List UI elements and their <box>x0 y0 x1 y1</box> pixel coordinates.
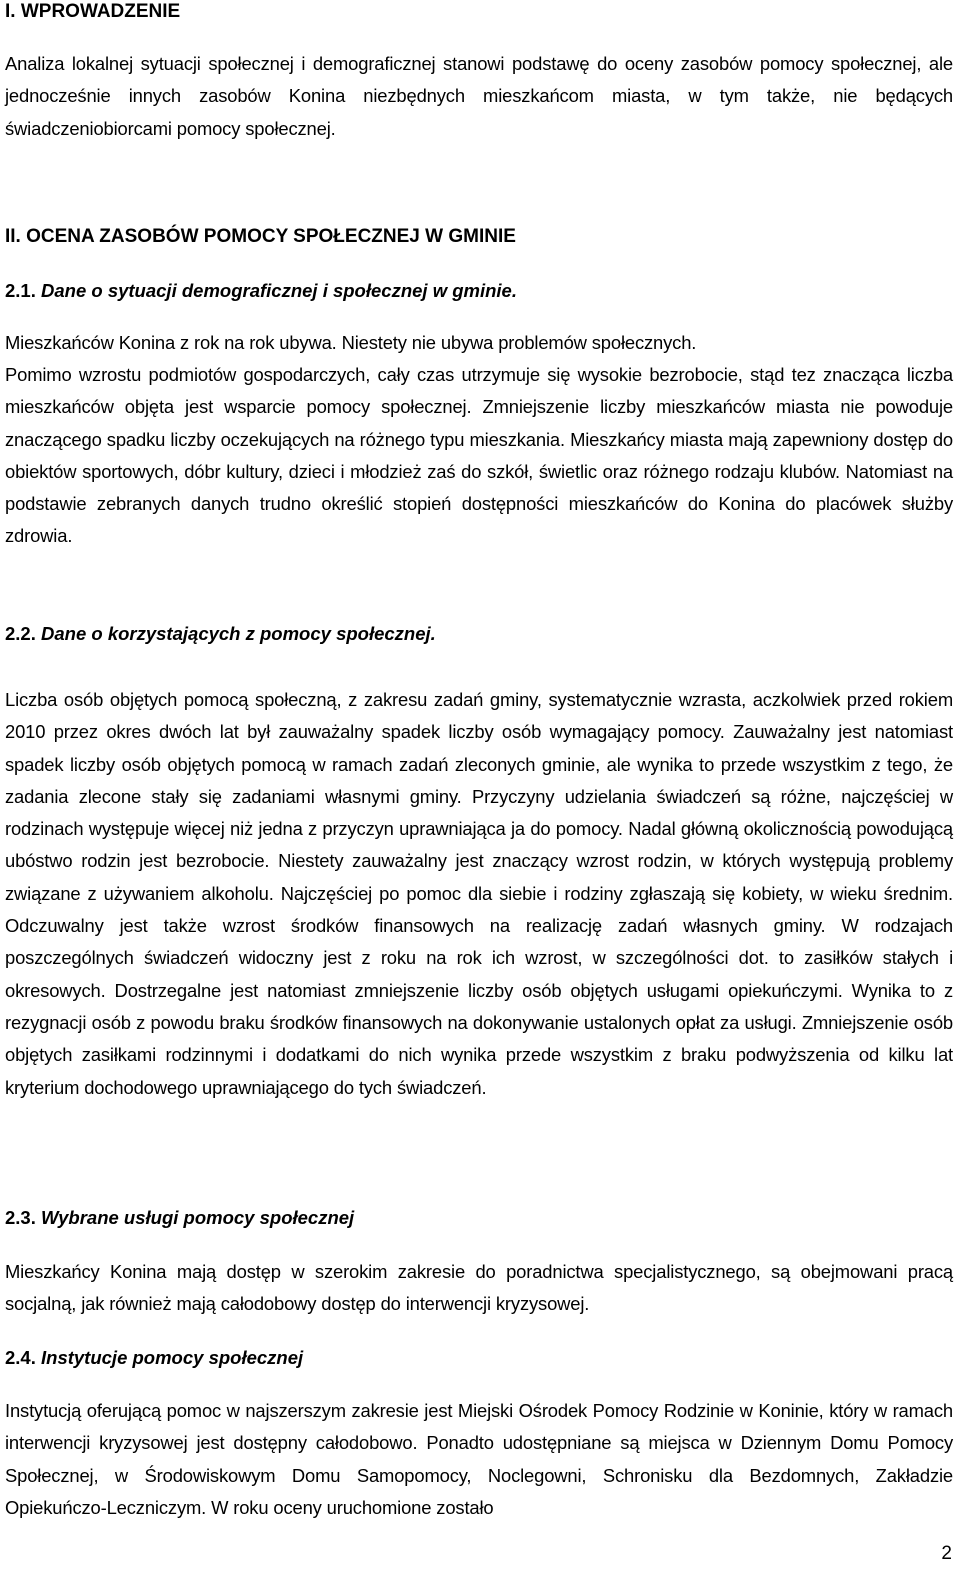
paragraph-section-2-1-lead: Mieszkańców Konina z rok na rok ubywa. Niestety nie ubywa problemów społecznych. <box>5 332 697 353</box>
paragraph-section-2-3: Mieszkańcy Konina mają dostęp w szerokim zakresie do poradnictwa specjalistycznego, są obejmowani pracą socjalną, jak również mają całodobowy dostęp do interwencji kryzysowej. <box>5 1261 953 1315</box>
heading-section-2-3 <box>5 1206 354 1230</box>
heading-section-2-4 <box>5 1346 303 1370</box>
paragraph-section-2-2: Liczba osób objętych pomocą społeczną, z zakresu zadań gminy, systematycznie wzrasta, aczkolwiek przed rokiem 2010 przez okres dwóch lat był zauważalny spadek liczby osób wymagający pomocy. Zauważalny jest natomiast spadek liczby osób objętych pomocą w ramach zadań zleconych gminie, ale wynika to przede wszystkim z tego, że zadania zlecone stały się zadaniami własnymi gminy. Przyczyny udzielania świadczeń są różne, najczęściej w rodzinach występuje więcej niż jedna z przyczyn uprawniająca ja do pomocy. Nadal główną okolicznością powodującą ubóstwo rodzin jest bezrobocie. Niestety zauważalny jest znaczący wzrost rodzin, w których występują problemy związane z używaniem alkoholu. Najczęściej po pomoc dla siebie i rodziny zgłaszają się kobiety, w wieku średnim. Odczuwalny jest także wzrost środków finansowych na realizację zadań własnych gminy. W rodzajach poszczególnych świadczeń widoczny jest z roku na rok ich wzrost, w szczególności dot. to zasiłków stałych i okresowych. Dostrzegalne jest natomiast zmniejszenie liczby osób objętych usługami opiekuńczymi. Wynika to z rezygnacji osób z powodu braku środków finansowych na dokonywanie ustalonych opłat za usługi. Zmniejszenie osób objętych zasiłkami rodzinnymi i dodatkami do nich wynika przede wszystkim z braku podwyższenia od kilku lat kryterium dochodowego uprawniającego do tych świadczeń. <box>5 689 953 1098</box>
heading-section-2-2 <box>5 622 436 646</box>
section-title: Instytucje pomocy społecznej <box>41 1347 304 1368</box>
section-number: 2.4. <box>5 1347 36 1368</box>
heading-introduction: I. WPROWADZENIE <box>5 1 181 22</box>
section-title: Wybrane usługi pomocy społecznej <box>41 1207 355 1228</box>
heading-section-2-1 <box>5 279 517 303</box>
paragraph-section-2-1: Pomimo wzrostu podmiotów gospodarczych, cały czas utrzymuje się wysokie bezrobocie, stąd tez znacząca liczba mieszkańców objęta jest wsparcie pomocy społecznej. Zmniejszenie liczby mieszkańców miasta nie powoduje znaczącego spadku liczby oczekujących na różnego typu mieszkania. Mieszkańcy miasta mają zapewniony dostęp do obiektów sportowych, dóbr kultury, dzieci i młodzież zaś do szkół, świetlic oraz różnego rodzaju klubów. Natomiast na podstawie zebranych danych trudno określić stopień dostępności mieszkańców do Konina do placówek służby zdrowia. <box>5 364 953 547</box>
section-number: 2.2. <box>5 623 36 644</box>
paragraph-introduction: Analiza lokalnej sytuacji społecznej i demograficznej stanowi podstawę do oceny zasobów pomocy społecznej, ale jednocześnie innych zasobów Konina niezbędnych mieszkańcom miasta, w tym także, nie będących świadczeniobiorcami pomocy społecznej. <box>5 53 953 139</box>
paragraph-section-2-4: Instytucją oferującą pomoc w najszerszym zakresie jest Miejski Ośrodek Pomocy Rodzinie w Koninie, który w ramach interwencji kryzysowej jest dostępny całodobowo. Ponadto udostępniane są miejsca w Dziennym Domu Pomocy Społecznej, w Środowiskowym Domu Samopomocy, Noclegowni, Schronisku dla Bezdomnych, Zakładzie Opiekuńczo-Leczniczym. W roku oceny uruchomione zostało <box>5 1400 953 1518</box>
section-number: 2.1. <box>5 280 36 301</box>
page-number: 2 <box>941 1543 952 1564</box>
section-title: Dane o korzystających z pomocy społecznej. <box>41 623 436 644</box>
section-number: 2.3. <box>5 1207 36 1228</box>
heading-chapter-2: II. OCENA ZASOBÓW POMOCY SPOŁECZNEJ W GMINIE <box>5 226 516 247</box>
section-title: Dane o sytuacji demograficznej i społecznej w gminie. <box>41 280 517 301</box>
